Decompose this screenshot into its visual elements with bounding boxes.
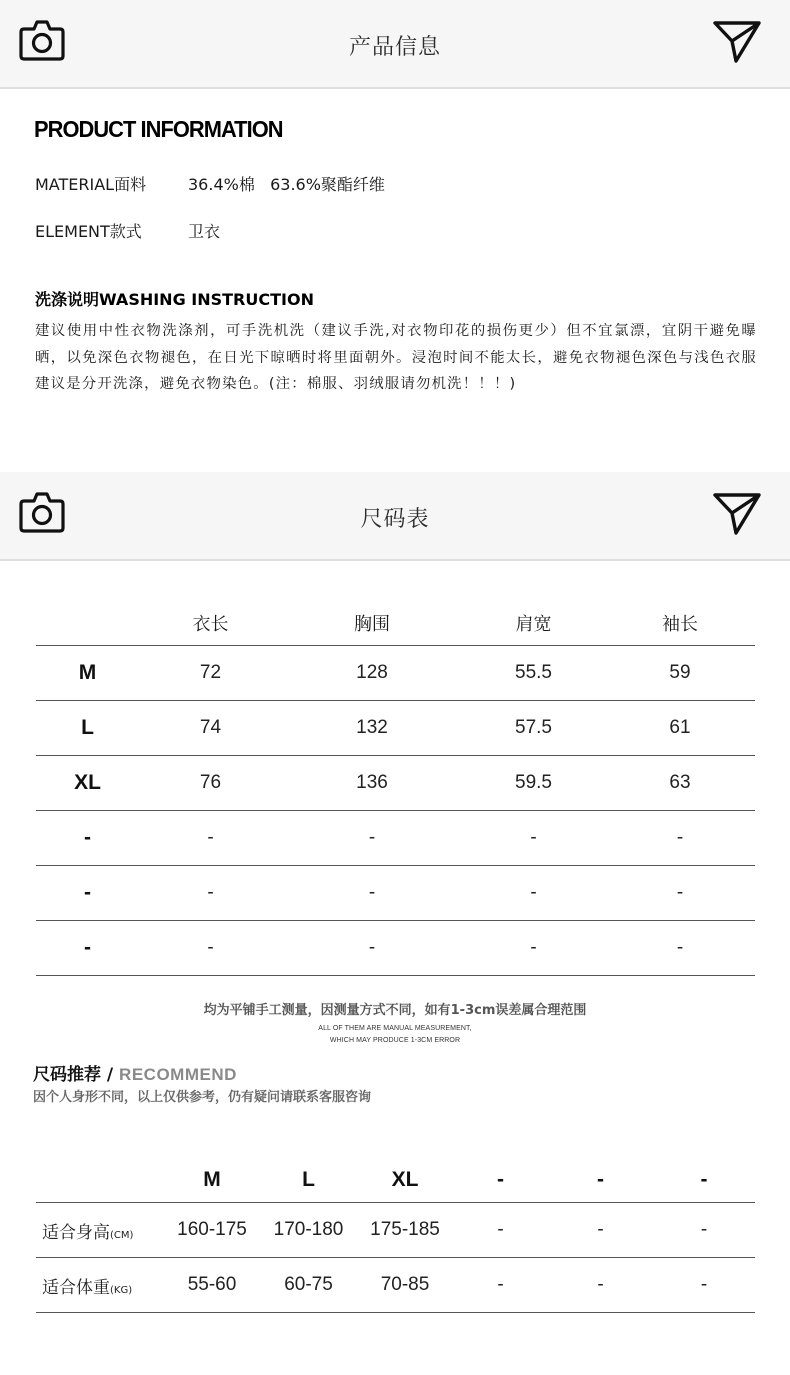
table-cell: 57.5 <box>462 701 605 756</box>
product-info-header <box>0 0 790 89</box>
column-header-size: L <box>260 1158 357 1203</box>
column-header-chest: 胸围 <box>282 600 462 646</box>
column-header-length: 衣长 <box>139 600 282 646</box>
material-row <box>35 172 385 195</box>
recommend-heading <box>33 1060 237 1085</box>
column-header-size: - <box>653 1158 755 1203</box>
table-cell: - <box>653 1203 755 1258</box>
table-cell: 60-75 <box>260 1258 357 1313</box>
size-chart-table <box>36 600 755 976</box>
recommend-table <box>36 1158 755 1313</box>
table-cell: 72 <box>139 646 282 701</box>
table-cell: - <box>548 1203 653 1258</box>
table-cell: 70-85 <box>357 1258 453 1313</box>
product-information-heading: PRODUCT INFORMATION <box>34 116 283 142</box>
table-cell: - <box>453 1258 548 1313</box>
table-cell: 76 <box>139 756 282 811</box>
table-cell: 132 <box>282 701 462 756</box>
measurement-note-en: ALL OF THEM ARE MANUAL MEASUREMENT, <box>318 1025 472 1032</box>
table-row <box>36 1258 755 1313</box>
table-cell: 59 <box>605 646 755 701</box>
table-row <box>36 646 755 701</box>
recommend-heading-en: RECOMMEND <box>119 1065 237 1084</box>
column-header-size: XL <box>357 1158 453 1203</box>
column-header-sleeve: 袖长 <box>605 600 755 646</box>
washing-instructions: 建议使用中性衣物洗涤剂，可手洗机洗（建议手洗,对衣物印花的损伤更少）但不宜氯漂，宜阴干避免曝晒，以免深色衣物褪色，在日光下晾晒时将里面朝外。浸泡时间不能太长，避免衣物褪色深色与浅色衣服建议是分开洗涤，避免衣物染色。(注：棉服、羽绒服请勿机洗！！！) <box>35 323 757 392</box>
table-row <box>36 811 755 866</box>
table-cell: - <box>605 811 755 866</box>
table-row <box>36 866 755 921</box>
element-value: 卫衣 <box>188 222 221 241</box>
send-icon[interactable] <box>712 18 762 64</box>
table-cell: - <box>605 921 755 976</box>
column-header <box>36 1158 164 1203</box>
size-chart-header-row <box>36 600 755 646</box>
material-value: 36.4%棉 63.6%聚酯纤维 <box>188 175 385 194</box>
size-cell: L <box>36 701 139 756</box>
recommend-header-row <box>36 1158 755 1203</box>
size-chart-header <box>0 472 790 561</box>
column-header-size: M <box>164 1158 260 1203</box>
measurement-note-en: WHICH MAY PRODUCE 1-3CM ERROR <box>329 1037 461 1044</box>
table-cell: 128 <box>282 646 462 701</box>
section-title: 尺码表 <box>360 507 430 532</box>
measurement-note: 均为平铺手工测量，因测量方式不同，如有1-3cm误差属合理范围 <box>203 1003 587 1018</box>
table-cell: 61 <box>605 701 755 756</box>
table-cell: 74 <box>139 701 282 756</box>
table-cell: 59.5 <box>462 756 605 811</box>
table-cell: 55.5 <box>462 646 605 701</box>
table-row <box>36 1203 755 1258</box>
material-label: MATERIAL面料 <box>35 175 147 194</box>
table-cell: - <box>462 811 605 866</box>
table-cell: - <box>462 921 605 976</box>
table-cell: - <box>139 921 282 976</box>
column-header-size: - <box>548 1158 653 1203</box>
size-cell: - <box>36 866 139 921</box>
table-row <box>36 756 755 811</box>
table-cell: - <box>139 811 282 866</box>
table-cell: - <box>282 921 462 976</box>
element-label: ELEMENT款式 <box>35 222 142 241</box>
table-cell: 170-180 <box>260 1203 357 1258</box>
row-label-text: 适合体重 <box>42 1277 110 1298</box>
row-label-height <box>36 1203 164 1258</box>
table-cell: 136 <box>282 756 462 811</box>
size-cell: M <box>36 646 139 701</box>
table-cell: - <box>453 1203 548 1258</box>
table-cell: 175-185 <box>357 1203 453 1258</box>
size-cell: - <box>36 811 139 866</box>
table-cell: - <box>139 866 282 921</box>
column-header <box>36 600 139 646</box>
table-row <box>36 921 755 976</box>
table-cell: - <box>548 1258 653 1313</box>
table-cell: - <box>462 866 605 921</box>
column-header-shoulder: 肩宽 <box>462 600 605 646</box>
washing-title: 洗涤说明WASHING INSTRUCTION <box>35 290 314 309</box>
table-cell: 160-175 <box>164 1203 260 1258</box>
recommend-subtitle: 因个人身形不同，以上仅供参考，仍有疑问请联系客服咨询 <box>33 1090 372 1105</box>
table-cell: - <box>282 811 462 866</box>
row-label-unit: (CM) <box>110 1229 134 1241</box>
row-label-unit: (KG) <box>110 1284 133 1296</box>
size-cell: XL <box>36 756 139 811</box>
element-row <box>35 219 220 242</box>
column-header-size: - <box>453 1158 548 1203</box>
section-title: 产品信息 <box>348 35 441 60</box>
table-cell: 55-60 <box>164 1258 260 1313</box>
table-cell: - <box>605 866 755 921</box>
size-cell: - <box>36 921 139 976</box>
table-row <box>36 701 755 756</box>
send-icon[interactable] <box>712 490 762 536</box>
table-cell: 63 <box>605 756 755 811</box>
table-cell: - <box>282 866 462 921</box>
table-cell: - <box>653 1258 755 1313</box>
row-label-weight <box>36 1258 164 1313</box>
recommend-heading-cn: 尺码推荐 / <box>33 1065 120 1085</box>
row-label-text: 适合身高 <box>42 1222 110 1243</box>
